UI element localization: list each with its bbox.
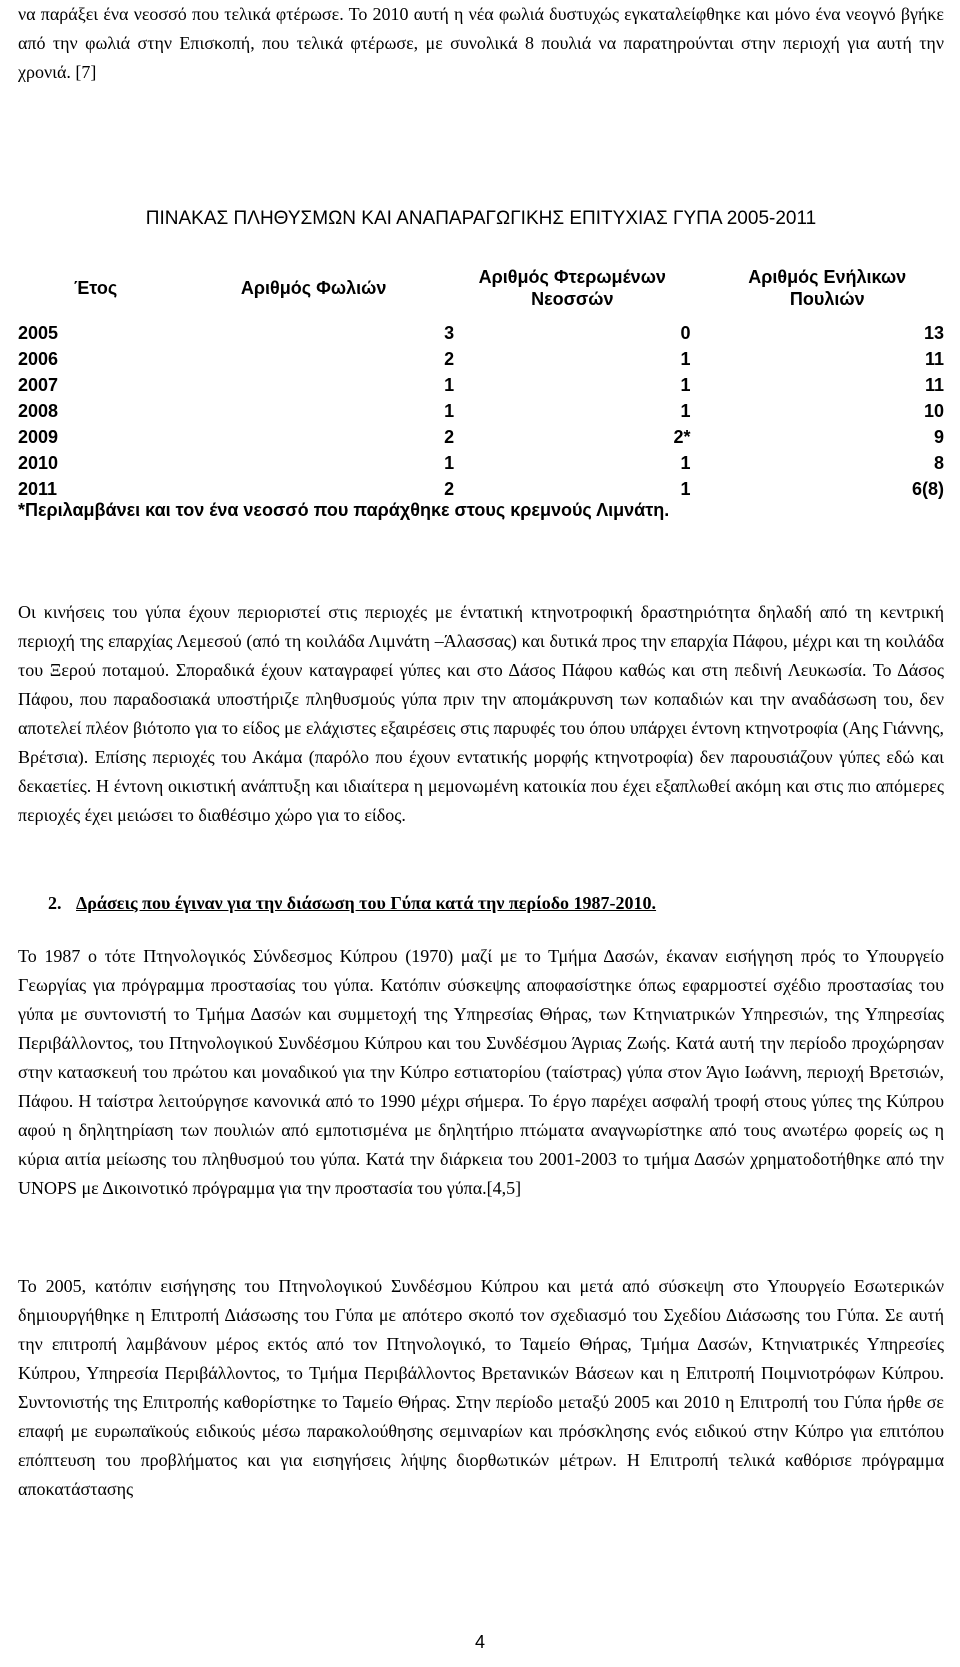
table-row	[18, 398, 944, 424]
cell-fledglings: 1	[680, 479, 691, 499]
cell-fledglings: 1	[680, 401, 691, 421]
header-adults: Αριθμός Ενήλικων Πουλιών	[748, 267, 907, 309]
table-title: ΠΙΝΑΚΑΣ ΠΛΗΘΥΣΜΩΝ ΚΑΙ ΑΝΑΠΑΡΑΓΩΓΙΚΗΣ ΕΠΙΤΥΧΙΑΣ ΓΥΠΑ 2005-2011	[145, 208, 817, 229]
cell-nests: 2	[444, 349, 455, 369]
cell-adults: 6(8)	[911, 479, 944, 499]
cell-adults: 13	[923, 323, 944, 343]
paragraph-movements	[18, 598, 944, 830]
section-title: Δράσεις που έγιναν για την διάσωση του Γύπα κατά την περίοδο 1987-2010.	[76, 893, 657, 913]
cell-adults: 8	[933, 453, 944, 473]
cell-fledglings: 1	[680, 349, 691, 369]
cell-year: 2009	[18, 427, 59, 447]
cell-year: 2005	[18, 323, 59, 343]
cell-adults: 11	[924, 375, 944, 395]
cell-fledglings: 1	[680, 453, 691, 473]
cell-adults: 9	[933, 427, 944, 447]
cell-nests: 3	[444, 323, 455, 343]
section-heading	[48, 893, 656, 914]
cell-nests: 1	[444, 375, 455, 395]
cell-fledglings: 0	[680, 323, 691, 343]
cell-year: 2011	[18, 479, 58, 499]
header-nests: Αριθμός Φωλιών	[240, 278, 387, 298]
paragraph-text: Το 1987 ο τότε Πτηνολογικός Σύνδεσμος Κύπρου (1970) μαζί με το Τμήμα Δασών, έκαναν εισήγηση πρός το Υπουργείο Γεωργίας για πρόγραμμα προστασίας του γύπα. Κατόπιν σύσκεψης αποφασίστηκε όπως εφαρμοστεί σχέδιο προστασίας του γύπα με συντονιστή το Τμήμα Δασών και συμμετοχή της Υπηρεσίας Θήρας, των Κτηνιατρικών Υπηρεσιών, της Υπηρεσίας Περιβάλλοντος, του Πτηνολογικού Συνδέσμου Κύπρου και του Συνδέσμου Άγριας Ζωής. Κατά αυτή την περίοδο προχώρησαν στην κατασκευή του πρώτου και μοναδικού για την Κύπρο εστιατορίου (ταίστρας) γύπα στον Άγιο Ιωάννη, περιοχή Βρετσιών, Πάφου. Η ταίστρα λειτούργησε κανονικά από το 1990 μέχρι σήμερα. Το έργο παρέχει ασφαλή τροφή στους γύπες της Κύπρου αφού η δηλητηρίαση των πουλιών από εμποτισμένα με δηλητήριο πτώματα αναγνωρίστηκε από τους ανωτέρω φορείς ως η κύρια αιτία μείωσης του πληθυσμού του γύπα. Κατά την διάρκεια του 2001-2003 το τμήμα Δασών χρηματοδοτήθηκε από την UNOPS με Δικοινοτικό πρόγραμμα για την προστασία του γύπα.[4,5]	[18, 946, 944, 1198]
cell-nests: 1	[444, 401, 455, 421]
paragraph-history	[18, 942, 944, 1203]
page-number: 4	[474, 1632, 485, 1652]
table-row	[18, 320, 944, 346]
table-row	[18, 476, 944, 502]
cell-year: 2006	[18, 349, 59, 369]
cell-fledglings: 2*	[673, 427, 691, 447]
intro-text: να παράξει ένα νεοσσό που τελικά φτέρωσε. Το 2010 αυτή η νέα φωλιά δυστυχώς εγκαταλείφθηκε και μόνο ένα νεογνό βγήκε από την φωλιά στην Επισκοπή, που τελικά φτέρωσε, με συνολικά 8 πουλιά να παρατηρούνται στην περιοχή για αυτή την χρονιά. [7]	[18, 4, 944, 82]
cell-fledglings: 1	[680, 375, 691, 395]
table-footnote: *Περιλαμβάνει και τον ένα νεοσσό που παράχθηκε στους κρεμνούς Λιμνάτη.	[18, 500, 670, 520]
intro-paragraph	[18, 0, 944, 87]
cell-nests: 2	[444, 427, 455, 447]
cell-nests: 2	[444, 479, 455, 499]
cell-nests: 1	[444, 453, 455, 473]
population-table	[18, 256, 944, 502]
table-row	[18, 346, 944, 372]
cell-year: 2008	[18, 401, 59, 421]
cell-adults: 10	[923, 401, 944, 421]
table-row	[18, 424, 944, 450]
section-number: 2.	[48, 893, 62, 913]
paragraph-text: Οι κινήσεις του γύπα έχουν περιοριστεί στις περιοχές με έντατική κτηνοτροφική δραστηριότητα δηλαδή από τη κεντρική περιοχή της επαρχίας Λεμεσού (από τη κοιλάδα Λιμνάτη –Άλασσας) και δυτικά προς την επαρχία Πάφου, μέχρι και τη κοιλάδα του Ξερού ποταμού. Σποραδικά έχουν καταγραφεί γύπες και στο Δάσος Πάφου καθώς και στη πεδινή Λευκωσία. Το Δάσος Πάφου, που παραδοσιακά υποστήριζε πληθυσμούς γύπα πριν την απομάκρυνση των κοπαδιών και την αναδάσωση του, δεν αποτελεί πλέον βιότοπο για το είδος με ελάχιστες εξαιρέσεις στις παρυφές του όπου υπάρχει έντονη κτηνοτροφία (Αης Γιάννης, Βρέτσια). Επίσης περιοχές του Ακάμα (παρόλο που έχουν εντατικής μορφής κτηνοτροφία) δεν παρουσιάζουν γύπες εδώ και δεκαετίες. Η έντονη οικιστική ανάπτυξη και ιδιαίτερα η μεμονωμένη κατοικία που έχει εξαπλωθεί ακόμη και στις πιο απόμερες περιοχές έχει μειώσει το διαθέσιμο χώρο για το είδος.	[18, 602, 944, 825]
table-row	[18, 372, 944, 398]
paragraph-text: Το 2005, κατόπιν εισήγησης του Πτηνολογικού Συνδέσμου Κύπρου και μετά από σύσκεψη στο Υπουργείο Εσωτερικών δημιουργήθηκε η Επιτροπή Διάσωσης του Γύπα με απότερο σκοπό τον σχεδιασμό του Σχεδίου Διάσωσης του Γύπα. Σε αυτή την επιτροπή λαμβάνουν μέρος εκτός από τον Πτηνολογικό, το Ταμείο Θήρας, Τμήμα Δασών, Κτηνιατρικές Υπηρεσίες Κύπρου, Υπηρεσία Περιβάλλοντος, το Τμήμα Περιβάλλοντος Βρετανικών Βάσεων και η Επιτροπή Ποιμνιοτρόφων Κύπρου. Συντονιστής της Επιτροπής καθορίστηκε το Ταμείο Θήρας. Στην περίοδο μεταξύ 2005 και 2010 η Επιτροπή του Γύπα ήρθε σε επαφή με ευρωπαϊκούς ειδικούς μέσω παρακολούθησης σεμιναρίων και πρόσκλησης ενός ειδικού στην Κύπρο για επιτόπου επόπτευση του προβλήματος και για εισηγήσεις λήψης διορθωτικών μέτρων. Η Επιτροπή τελικά καθόρισε πρόγραμμα αποκατάστασης	[18, 1276, 944, 1499]
table-row	[18, 450, 944, 476]
header-fledglings: Αριθμός Φτερωμένων Νεοσσών	[478, 267, 666, 309]
cell-year: 2007	[18, 375, 59, 395]
cell-year: 2010	[18, 453, 59, 473]
paragraph-committee	[18, 1272, 944, 1504]
table-header-row	[18, 256, 944, 320]
cell-adults: 11	[924, 349, 944, 369]
header-year: Έτος	[73, 278, 118, 298]
